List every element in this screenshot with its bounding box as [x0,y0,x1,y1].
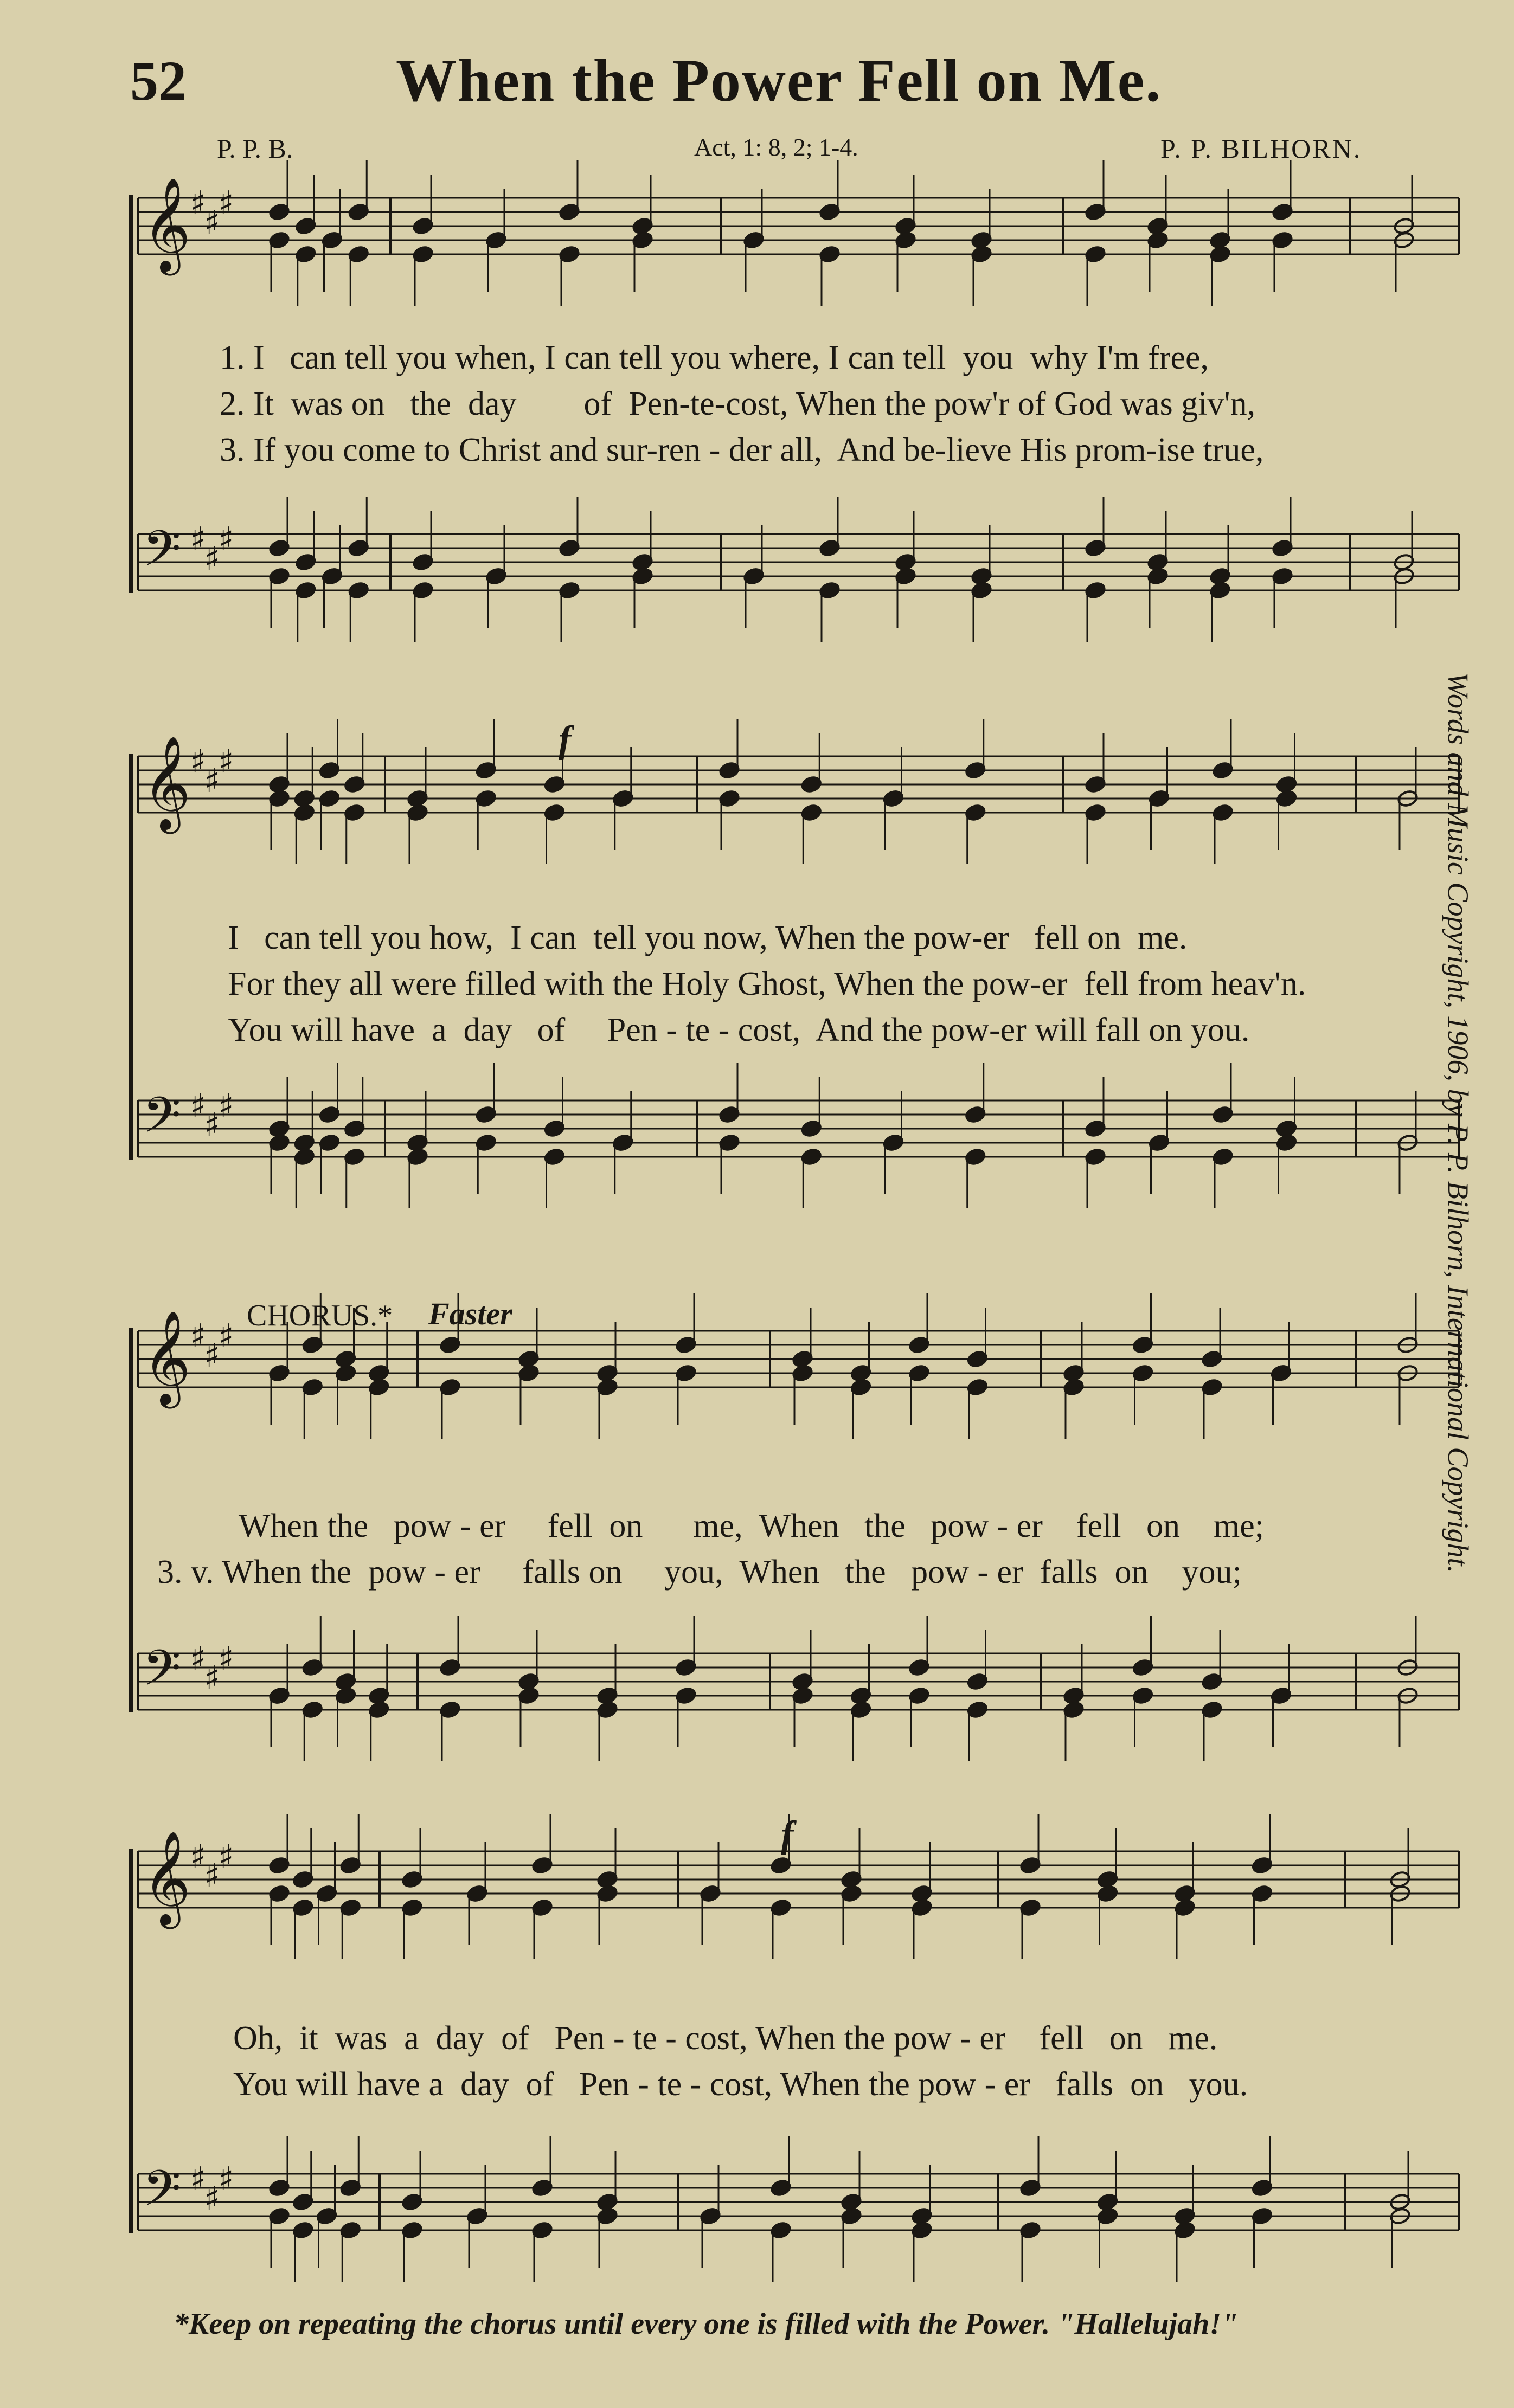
sharp-icon: ♯ [190,1317,206,1355]
hymn-number: 52 [130,50,187,112]
sharp-icon: ♯ [190,2160,206,2198]
treble-clef: 𝄞 [143,736,191,830]
system-brace [129,195,133,593]
treble-clef: 𝄞 [143,177,191,272]
lyric-line: 3. If you come to Christ and sur-ren - der all, And be-lieve His prom-ise true, [220,432,1264,468]
chorus-label: CHORUS.* [247,1299,393,1332]
lyric-line: You will have a day of Pen - te - cost, When the pow - er falls on you. [233,2066,1248,2103]
bass-clef: 𝄢 [143,1639,181,1709]
sharp-icon: ♯ [218,520,234,558]
sharp-icon: ♯ [204,2180,220,2218]
lyric-line: When the pow - er fell on me, When the pow - er fell on me; [222,1508,1264,1544]
dynamic-forte: f [559,719,572,761]
music-credit: P. P. BILHORN. [1160,133,1362,164]
lyric-line: Oh, it was a day of Pen - te - cost, When the pow - er fell on me. [233,2020,1218,2057]
system-brace [129,1328,133,1712]
sharp-icon: ♯ [218,1317,234,1355]
system-brace [129,754,133,1160]
lyric-line: 1. I can tell you when, I can tell you where, I can tell you why I'm free, [220,339,1209,376]
dynamic-forte: f [781,1814,794,1856]
treble-clef: 𝄞 [143,1831,191,1925]
sharp-icon: ♯ [190,1838,206,1876]
sharp-icon: ♯ [218,743,234,781]
hymn-title: When the Power Fell on Me. [396,47,1162,114]
tempo-marking: Faster [428,1296,512,1331]
lyric-line: For they all were filled with the Holy Ghost, When the pow-er fell from heav'n. [228,965,1306,1002]
sharp-icon: ♯ [204,1659,220,1697]
sharp-icon: ♯ [190,520,206,558]
sharp-icon: ♯ [204,204,220,242]
words-credit: P. P. B. [217,133,293,164]
sharp-icon: ♯ [204,762,220,800]
sharp-icon: ♯ [204,540,220,578]
sharp-icon: ♯ [218,1838,234,1876]
sharp-icon: ♯ [190,1640,206,1678]
sharp-icon: ♯ [218,1640,234,1678]
lyric-line: You will have a day of Pen - te - cost, And the pow-er will fall on you. [228,1012,1250,1048]
lyric-line: 2. It was on the day of Pen-te-cost, When the pow'r of God was giv'n, [220,385,1256,422]
sharp-icon: ♯ [204,1337,220,1375]
bass-clef: 𝄢 [143,520,181,589]
sharp-icon: ♯ [204,1857,220,1895]
treble-clef: 𝄞 [143,1310,191,1405]
sharp-icon: ♯ [204,1106,220,1144]
scripture-reference: Act, 1: 8, 2; 1-4. [694,133,858,161]
footnote: *Keep on repeating the chorus until every one is filled with the Power. "Hallelujah!" [174,2307,1239,2341]
sharp-icon: ♯ [218,184,234,222]
bass-clef: 𝄢 [143,2160,181,2229]
sharp-icon: ♯ [190,743,206,781]
sharp-icon: ♯ [190,184,206,222]
sharp-icon: ♯ [218,2160,234,2198]
sharp-icon: ♯ [218,1087,234,1125]
sharp-icon: ♯ [190,1087,206,1125]
lyric-line: 3. v. When the pow - er falls on you, When the pow - er falls on you; [157,1554,1242,1591]
lyric-line: I can tell you how, I can tell you now, When the pow-er fell on me. [228,919,1188,956]
bass-clef: 𝄢 [143,1086,181,1156]
system-brace [129,1849,133,2233]
copyright-notice: Words and Music Copyright, 1906, by P. P. Bilhorn, International Copyright. [1442,672,1474,1574]
